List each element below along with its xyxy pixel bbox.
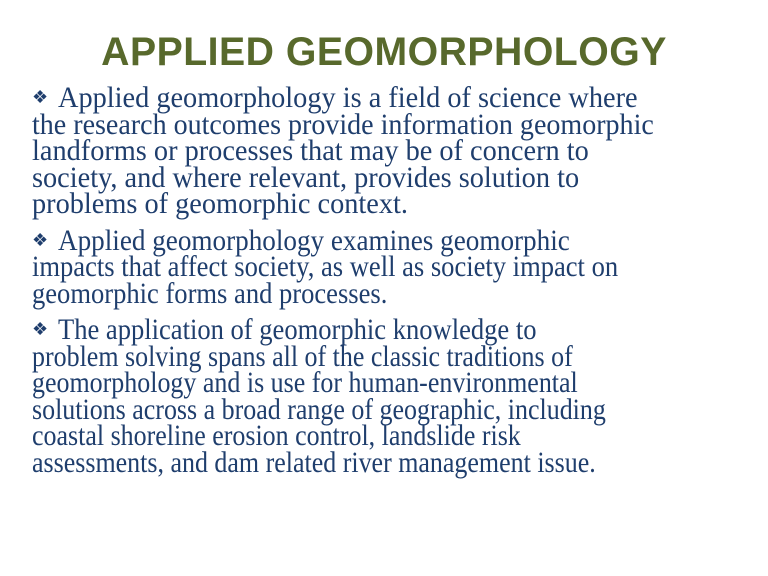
bullet-text-line: geomorphology and is use for human-environmental — [32, 367, 578, 399]
bullet-text-line: landforms or processes that may be of concern to — [32, 135, 589, 167]
bullet-item-1 — [32, 84, 752, 218]
bullet-text-line: geomorphic forms and processes. — [32, 277, 388, 310]
bullet-text-line: assessments, and dam related river management issue. — [32, 446, 596, 479]
bullet-text-line: solutions across a broad range of geographic, including — [32, 393, 606, 426]
bullet-text-line: Applied geomorphology examines geomorphic — [58, 224, 570, 257]
bullet-text-line: impacts that affect society, as well as society impact on — [32, 251, 619, 283]
bullet-item-2 — [32, 224, 752, 310]
four-diamonds-icon: ❖ — [32, 319, 49, 339]
slide-title: APPLIED GEOMORPHOLOGY — [101, 30, 667, 74]
bullet-text-line: Applied geomorphology is a field of science where — [58, 82, 638, 114]
slide-body — [32, 84, 752, 485]
bullet-text-line: problems of geomorphic context. — [32, 188, 408, 220]
bullet-text-line: problem solving spans all of the classic traditions of — [32, 340, 573, 373]
bullet-text-line: society, and where relevant, provides solution to — [32, 161, 580, 194]
bullet-item-3 — [32, 314, 752, 479]
bullet-text-line: coastal shoreline erosion control, landslide risk — [32, 420, 521, 452]
bullet-text-line: The application of geomorphic knowledge to — [58, 314, 537, 346]
four-diamonds-icon: ❖ — [32, 229, 49, 250]
four-diamonds-icon: ❖ — [32, 87, 49, 107]
bullet-text-line: the research outcomes provide information geomorphic — [32, 108, 654, 141]
